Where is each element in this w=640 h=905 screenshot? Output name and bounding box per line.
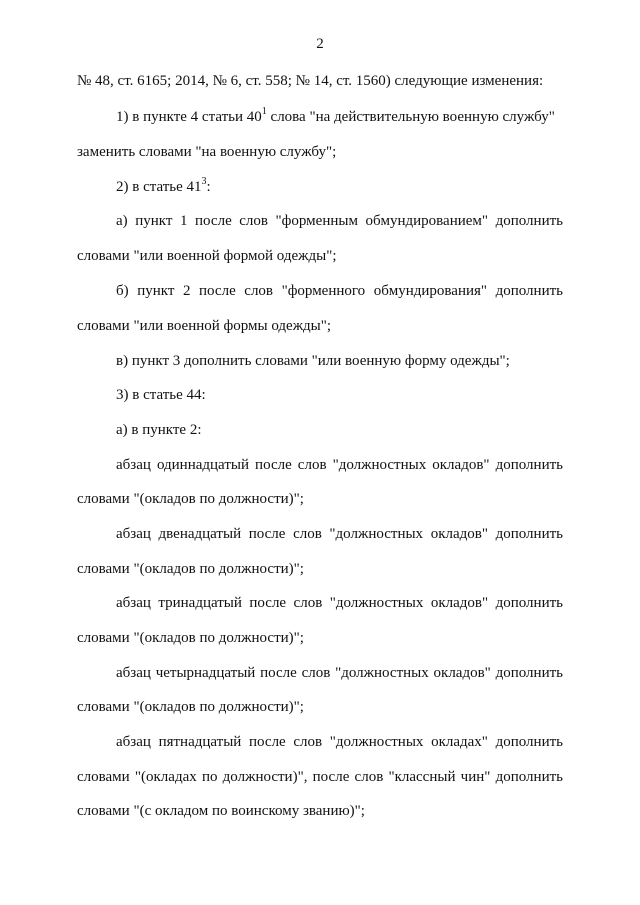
text-line: абзац двенадцатый после слов "должностных окладов" дополнить — [116, 526, 563, 542]
text-fragment: слова "на действительную военную службу" — [266, 109, 555, 125]
text-line: 3) в статье 44: — [116, 387, 206, 403]
text-line-item-2 — [116, 178, 563, 196]
page-number: 2 — [316, 36, 324, 52]
text-line: абзац тринадцатый после слов "должностных окладов" дополнить — [116, 595, 563, 611]
text-line: абзац одиннадцатый после слов "должностных окладов" дополнить — [116, 457, 563, 473]
text-fragment: 2) в статье 41 — [116, 179, 202, 195]
text-line: в) пункт 3 дополнить словами "или военную форму одежды"; — [116, 353, 510, 369]
text-line: словами "(окладов по должности)"; — [77, 699, 304, 715]
text-line: № 48, ст. 6165; 2014, № 6, ст. 558; № 14, ст. 1560) следующие изменения: — [77, 73, 544, 89]
text-line: заменить словами "на военную службу"; — [77, 144, 337, 160]
text-line-item-1 — [116, 108, 563, 126]
text-line: словами "(окладов по должности)"; — [77, 630, 304, 646]
text-line: словами "(окладов по должности)"; — [77, 561, 304, 577]
text-line: словами "или военной формой одежды"; — [77, 248, 337, 264]
text-line: а) пункт 1 после слов "форменным обмундированием" дополнить — [116, 213, 563, 229]
superscript: 3 — [201, 176, 207, 187]
superscript: 1 — [261, 106, 267, 117]
text-line: словами "(окладах по должности)", после слов "классный чин" дополнить — [77, 769, 563, 785]
text-fragment: : — [206, 179, 211, 195]
text-line: словами "(с окладом по воинскому званию)"; — [77, 803, 365, 819]
text-line: абзац пятнадцатый после слов "должностных окладах" дополнить — [116, 734, 563, 750]
text-line: словами "(окладов по должности)"; — [77, 491, 304, 507]
text-fragment: 1) в пункте 4 статьи 40 — [116, 109, 262, 125]
text-line: б) пункт 2 после слов "форменного обмундирования" дополнить — [116, 283, 563, 299]
text-line: абзац четырнадцатый после слов "должностных окладов" дополнить — [116, 665, 563, 681]
text-line: а) в пункте 2: — [116, 422, 202, 438]
text-line: словами "или военной формы одежды"; — [77, 318, 332, 334]
